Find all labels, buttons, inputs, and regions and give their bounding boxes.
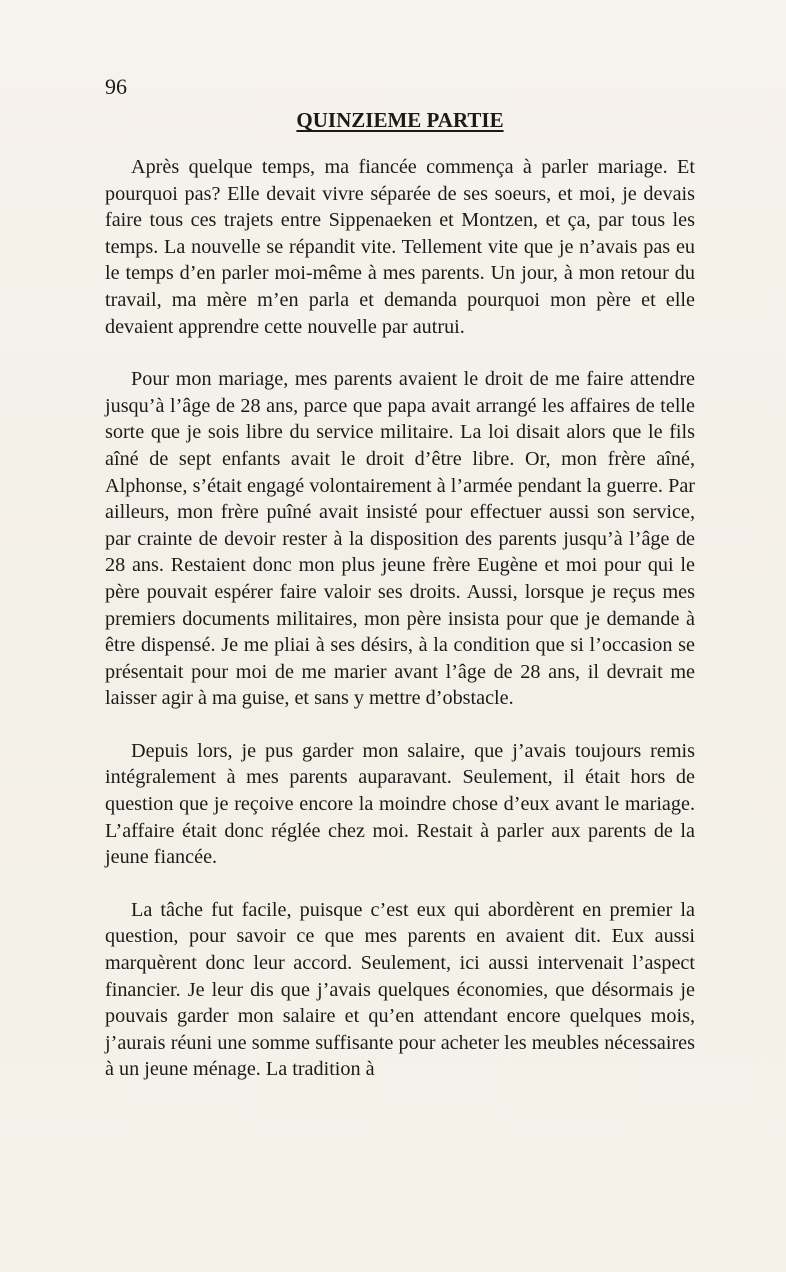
page-number: 96 xyxy=(105,74,127,99)
paragraph: Pour mon mariage, mes parents avaient le droit de me faire attendre jusqu’à l’âge de 28 ans, parce que papa avait arrangé les affaires de telle sorte que je sois libre du service militaire. La loi disait alors que le fils aîné de sept enfants avait le droit d’être libre. Or, mon frère aîné, Alphonse, s’était engagé volontairement à l’armée pendant la guerre. Par ailleurs, mon frère puîné avait insisté pour effectuer aussi son service, par crainte de devoir rester à la disposition des parents jusqu’à l’âge de 28 ans. Restaient donc mon plus jeune frère Eugène et moi pour qui le père pouvait espérer faire valoir ses droits. Aussi, lorsque je reçus mes premiers documents militaires, mon père insista pour que je demande à être dispensé. Je me pliai à ses désirs, à la condition que si l’occasion se présentait pour moi de me marier avant l’âge de 28 ans, il devrait me laisser agir à ma guise, et sans y mettre d’obstacle. xyxy=(105,368,695,710)
paragraph: Après quelque temps, ma fiancée commença à parler mariage. Et pourquoi pas? Elle devait vivre séparée de ses soeurs, et moi, je devais faire tous ces trajets entre Sippenaeken et Montzen, et ça, par tous les temps. La nouvelle se répandit vite. Tellement vite que je n’avais pas eu le temps d’en parler moi-même à mes parents. Un jour, à mon retour du travail, ma mère m’en parla et demanda pourquoi mon père et elle devaient apprendre cette nouvelle par autrui. xyxy=(105,156,695,338)
body-text xyxy=(105,154,695,1109)
paragraph: Depuis lors, je pus garder mon salaire, que j’avais toujours remis intégralement à mes parents auparavant. Seulement, il était hors de question que je reçoive encore la moindre chose d’eux avant le mariage. L’affaire était donc réglée chez moi. Restait à parler aux parents de la jeune fiancée. xyxy=(105,739,695,869)
paragraph: La tâche fut facile, puisque c’est eux qui abordèrent en premier la question, pour savoir ce que mes parents en avaient dit. Eux aussi marquèrent donc leur accord. Seulement, ici aussi intervenait l’aspect financier. Je leur dis que j’avais quelques économies, que désormais je pouvais garder mon salaire et qu’en attendant encore quelques mois, j’aurais réuni une somme suffisante pour acheter les meubles nécessaires à un jeune ménage. La tradition à xyxy=(105,898,695,1081)
chapter-title: QUINZIEME PARTIE xyxy=(296,108,504,132)
